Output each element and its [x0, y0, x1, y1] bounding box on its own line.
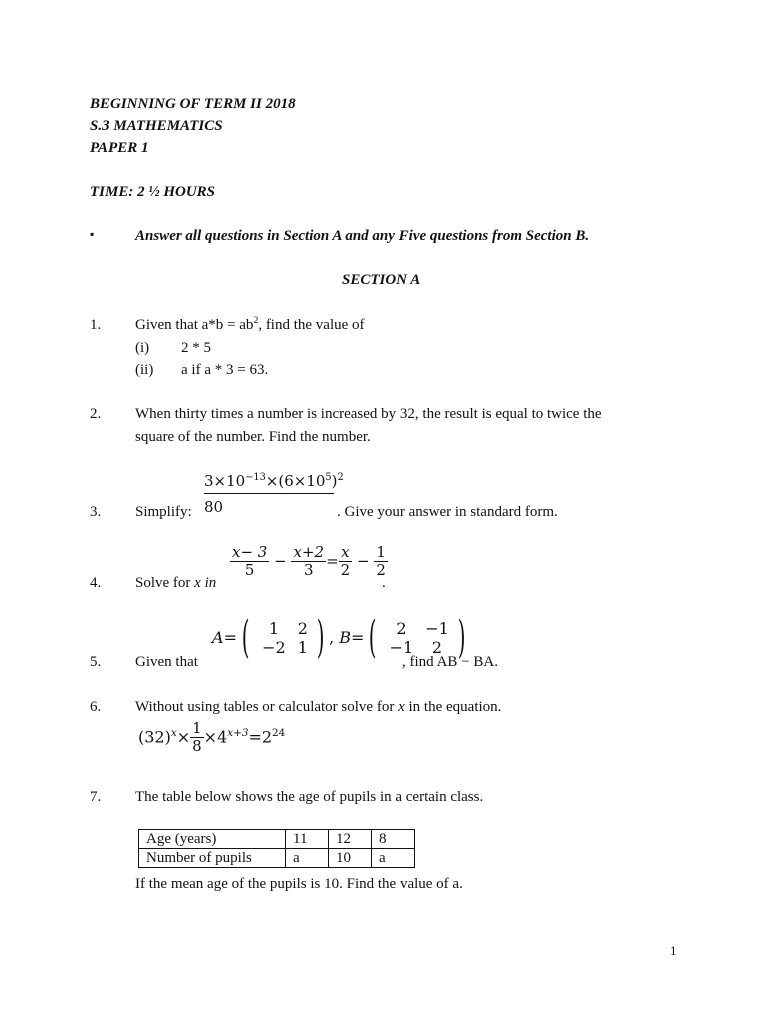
- q5-label: Given that: [135, 654, 198, 670]
- q1-text: Given that $a*b = ab^2$, find the value of: [135, 315, 365, 333]
- q7-text: The table below shows the age of pupils in a certain class.: [135, 789, 484, 805]
- table-cell: Age (years): [139, 830, 286, 849]
- table-cell: 12: [329, 830, 372, 849]
- section-title: SECTION A: [342, 272, 421, 288]
- q6-number: 6.: [90, 699, 102, 715]
- q7-after: If the mean age of the pupils is 10. Find the value of a.: [135, 876, 463, 892]
- q7-number: 7.: [90, 789, 102, 805]
- q6-text: Without using tables or calculator solve for x in the equation.: [135, 699, 502, 715]
- instruction-bullet: ▪: [90, 227, 95, 241]
- q1-ii-label: (ii): [135, 362, 154, 378]
- q1-number: 1.: [90, 317, 102, 333]
- q1-i-text: 2 * 5: [181, 340, 211, 356]
- exam-title: BEGINNING OF TERM II 2018: [90, 96, 296, 112]
- table-cell: Number of pupils: [139, 849, 286, 868]
- q5-number: 5.: [90, 654, 102, 670]
- q3-denominator: 80: [204, 498, 224, 516]
- table-cell: a: [372, 849, 415, 868]
- q2-line1: When thirty times a number is increased by 32, the result is equal to twice the: [135, 406, 602, 422]
- q3-number: 3.: [90, 504, 102, 520]
- q4-equation: $\frac{x- 3}{5}$ − $\frac{x+2}{3}$ = $\frac{x}{2}$ − $\frac{1}{2}$: [232, 543, 386, 580]
- table-cell: 11: [286, 830, 329, 849]
- exam-paper: PAPER 1: [90, 140, 149, 156]
- q5-tail: , find AB − BA.: [402, 654, 498, 670]
- q2-number: 2.: [90, 406, 102, 422]
- q7-age-table: [138, 829, 415, 868]
- q3-label: Simplify:: [135, 504, 192, 520]
- table-cell: a: [286, 849, 329, 868]
- q3-fraction-bar: [204, 493, 334, 494]
- table-row: [139, 830, 415, 849]
- q4-number: 4.: [90, 575, 102, 591]
- page-number: 1: [670, 943, 677, 958]
- q1-i-label: (i): [135, 340, 150, 356]
- q5-matrices: A= ( 1 2 −2 1 ) , B= ( 2 −1 −1 2 ): [212, 612, 466, 663]
- q4-label: Solve for x in: [135, 575, 217, 591]
- exam-subject: S.3 MATHEMATICS: [90, 118, 223, 134]
- q3-numerator: $3\times 10^{-13}\times(6\times 10^5)^2$: [204, 472, 344, 490]
- q3-tail: . Give your answer in standard form.: [337, 504, 558, 520]
- q2-line2: square of the number. Find the number.: [135, 429, 371, 445]
- q1-ii-text: a if a * 3 = 63.: [181, 362, 269, 378]
- q4-dot: .: [382, 575, 386, 591]
- table-row: [139, 849, 415, 868]
- q6-equation: $(32)^x\times$ $\frac{1}{8}$ $\times 4^{x+3}=2^{24}$: [138, 719, 286, 756]
- exam-time: TIME: 2 ½ HOURS: [90, 184, 216, 200]
- instruction-text: Answer all questions in Section A and any Five questions from Section B.: [135, 228, 590, 244]
- table-cell: 10: [329, 849, 372, 868]
- table-cell: 8: [372, 830, 415, 849]
